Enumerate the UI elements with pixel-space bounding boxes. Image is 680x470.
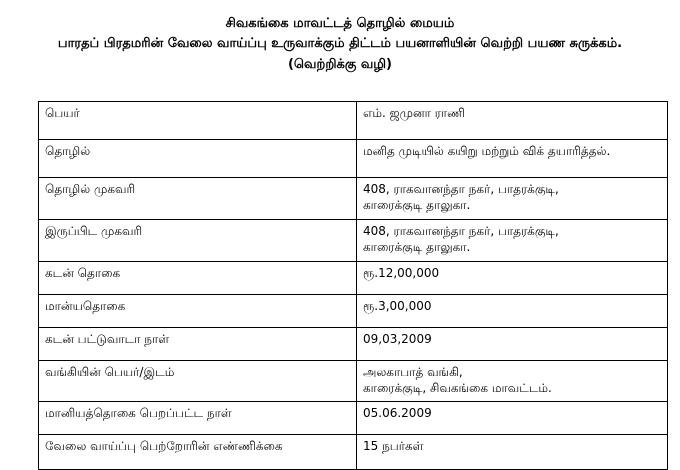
document-subtitle: பாரதப் பிரதமரின் வேலை வாய்ப்பு உருவாக்கும் திட்டம் பயனாளியின் வெற்றி பயண சுருக்கம். [57,36,623,51]
row-value [357,102,668,140]
table-row-business-address [39,178,668,220]
table-row-name [39,102,668,140]
row-label: மானியத்தொகை பெறப்பட்ட நாள் [39,402,357,435]
beneficiary-details-table [38,101,668,470]
row-value [357,328,668,361]
document-tagline: (வெற்றிக்கு வழி) [287,57,393,72]
value-line: ரூ.12,00,000 [363,266,440,280]
row-value [357,262,668,295]
value-line: 408, ராகவானந்தா நகர், பாதரக்குடி, [363,182,559,196]
row-value [357,402,668,435]
table-row-subsidy-amount [39,295,668,328]
row-value [357,140,668,178]
row-label: கடன் தொகை [39,262,357,295]
table-row-residential-address [39,220,668,262]
row-label: தொழில் [39,140,357,178]
row-value [357,220,668,262]
row-label: மான்யதொகை [39,295,357,328]
table-row-business [39,140,668,178]
table-row-disbursement-date [39,328,668,361]
value-line: காரைக்குடி தாலுகா. [363,198,471,212]
value-line: எம். ஜமுனா ராணி [363,106,466,120]
table-row-loan-amount [39,262,668,295]
value-line: காரைக்குடி, சிவகங்கை மாவட்டம். [363,381,552,395]
document-title: சிவகங்கை மாவட்டத் தொழில் மையம் [225,16,455,31]
row-value [357,295,668,328]
table-row-subsidy-date [39,402,668,435]
value-line: 09,03,2009 [363,332,432,346]
value-line: அலகாபாத் வங்கி, [363,365,463,379]
row-label: கடன் பட்டுவாடா நாள் [39,328,357,361]
row-label: பெயர் [39,102,357,140]
table-row-employment-count [39,435,668,470]
value-line: 15 நபர்கள் [363,439,424,453]
row-value [357,178,668,220]
row-value [357,361,668,402]
row-value [357,435,668,470]
row-label: வங்கியின் பெயர்/இடம் [39,361,357,402]
row-label: வேலை வாய்ப்பு பெற்றோரின் எண்ணிக்கை [39,435,357,470]
value-line: காரைக்குடி தாலுகா. [363,240,471,254]
value-line: 05.06.2009 [363,406,432,420]
row-label: இருப்பிட முகவரி [39,220,357,262]
value-line: ரூ.3,00,000 [363,299,432,313]
row-label: தொழில் முகவரி [39,178,357,220]
table-row-bank [39,361,668,402]
value-line: மனித முடியில் கயிறு மற்றும் விக் தயாரித்தல். [363,144,611,158]
value-line: 408, ராகவானந்தா நகர், பாதரக்குடி, [363,224,559,238]
